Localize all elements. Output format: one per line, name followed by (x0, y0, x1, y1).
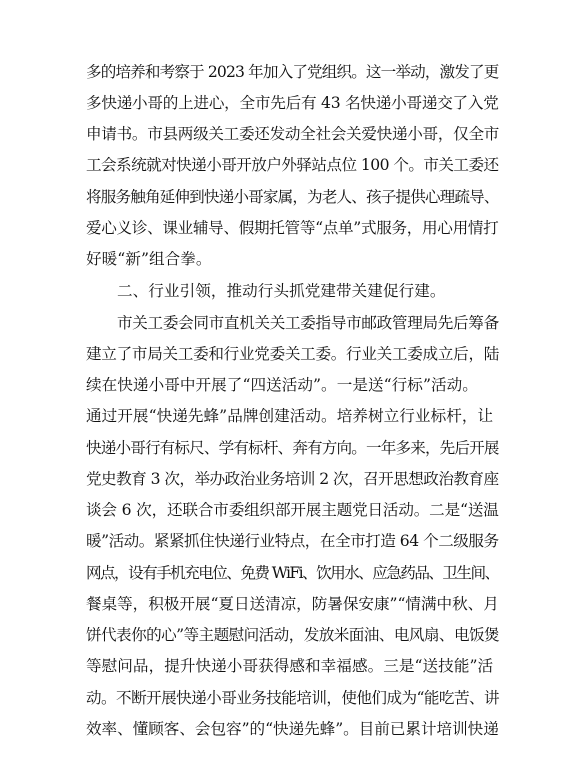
text-line: 爱心义诊、课业辅导、假期托管等“点单”式服务，用心用情打 (86, 219, 499, 237)
text-line: 网点，设有手机充电位、免费 WiFi、饮用水、应急药品、卫生间、 (86, 564, 499, 582)
text-line: 暖”活动。紧紧抓住快递行业特点，在全市打造 64 个二级服务 (86, 532, 499, 550)
text-line: 多快递小哥的上进心，全市先后有 43 名快递小哥递交了入党 (86, 94, 499, 112)
text-line: 等慰问品，提升快递小哥获得感和幸福感。三是“送技能”活 (86, 657, 494, 675)
text-line: 快递小哥行有标尺、学有标杆、奔有方向。一年多来，先后开展 (86, 439, 499, 457)
text-line: 饼代表你的心”等主题慰问活动，发放米面油、电风扇、电饭煲 (86, 626, 500, 644)
text-line: 申请书。市县两级关工委还发动全社会关爱快递小哥，仅全市 (86, 125, 500, 143)
text-line: 建立了市局关工委和行业党委关工委。行业关工委成立后，陆 (86, 345, 500, 363)
text-line: 效率、懂顾客、会包容”的“快递先蜂”。目前已累计培训快递 (86, 720, 499, 738)
section-heading: 二、行业引领，推动行头抓党建带关建促行建。 (117, 282, 446, 300)
text-line: 好暖“新”组合拳。 (86, 250, 212, 268)
text-line: 工会系统就对快递小哥开放户外驿站点位 100 个。市关工委还 (86, 156, 499, 174)
text-line: 餐桌等，积极开展“夏日送清凉，防暑保安康”“情满中秋、月 (86, 595, 499, 613)
text-line: 市关工委会同市直机关关工委指导市邮政管理局先后筹备 (117, 314, 499, 332)
text-line: 谈会 6 次，还联合市委组织部开展主题党日活动。二是“送温 (86, 501, 499, 519)
text-line: 通过开展“快递先蜂”品牌创建活动。培养树立行业标杆，让 (86, 407, 494, 425)
text-line: 动。不断开展快递小哥业务技能培训，使他们成为“能吃苦、讲 (86, 689, 500, 707)
text-line: 续在快递小哥中开展了“四送活动”。一是送“行标”活动。 (86, 376, 478, 394)
text-line: 党史教育 3 次，举办政治业务培训 2 次，召开思想政治教育座 (86, 470, 499, 488)
text-line: 多的培养和考察于 2023 年加入了党组织。这一举动，激发了更 (86, 63, 499, 81)
text-line: 将服务触角延伸到快递小哥家属，为老人、孩子提供心理疏导、 (86, 188, 499, 206)
